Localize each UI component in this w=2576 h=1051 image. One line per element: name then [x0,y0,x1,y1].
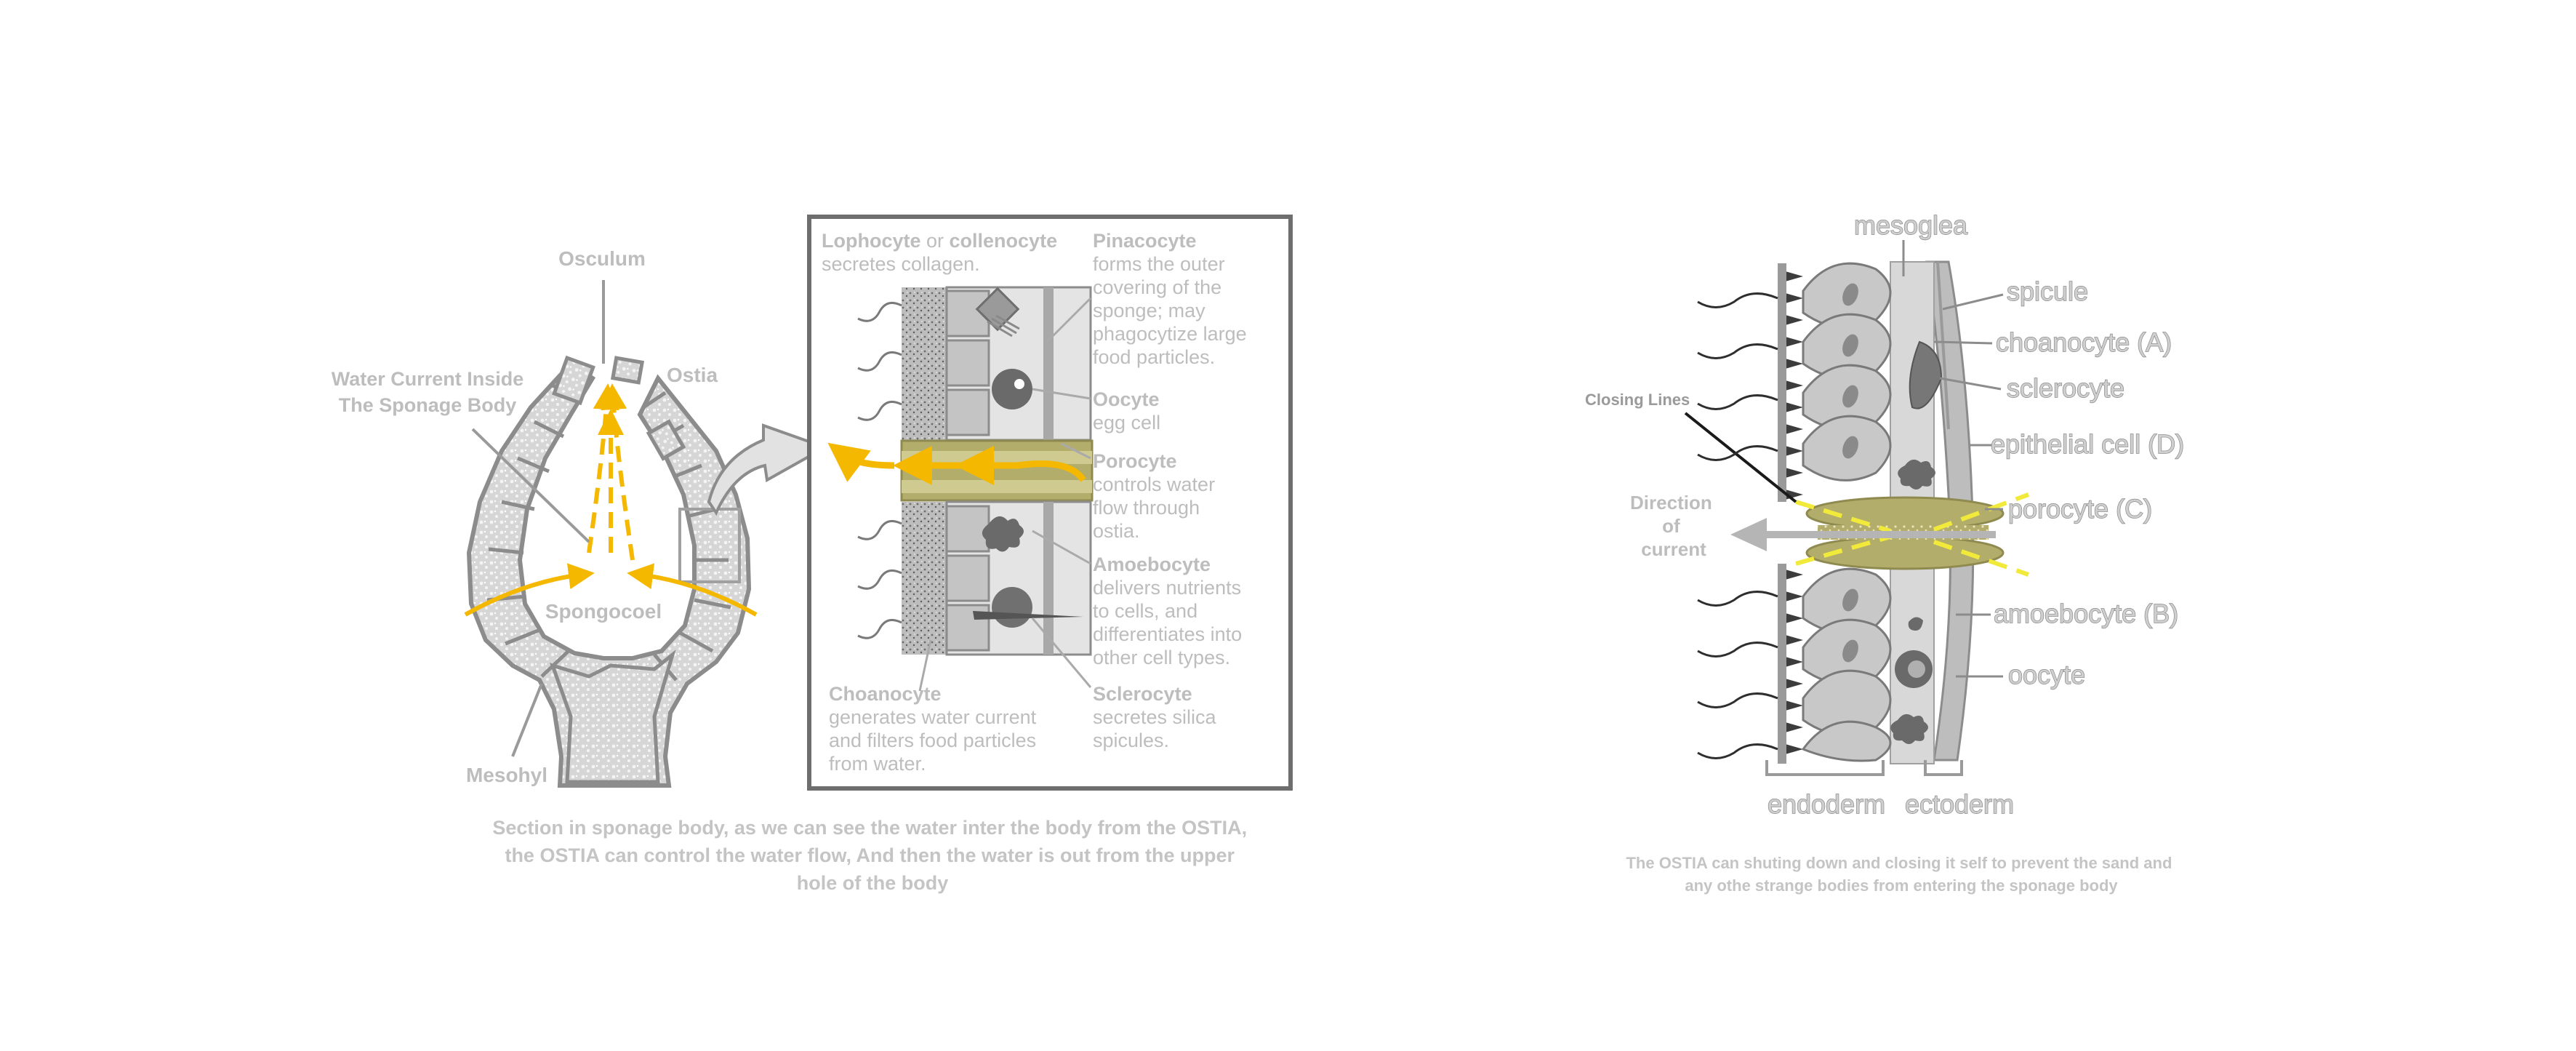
amoebocyte-desc: delivers nutrients to cells, and differentiates into other cell types. [1093,577,1243,668]
right-caption: The OSTIA can shuting down and closing it self to prevent the sand and any othe strange bodies from entering the sponage body [1626,854,2172,895]
lophocyte-desc: secretes collagen. [822,253,980,275]
water-flow-arrows [589,396,633,560]
amoebocyte-title: Amoebocyte [1093,554,1211,575]
label-choanocyte: choanocyte (A) [1996,327,2172,357]
pinacocyte-title: Pinacocyte [1093,230,1197,252]
wall-fragment [613,358,642,383]
label-water-current-1: Water Current Inside [331,368,524,390]
sponge-body-section [332,247,825,786]
lophocyte-label: Lophocyte or collenocyte [822,230,1058,252]
lower-cell-block [902,502,1091,655]
label-direction: Direction of current [1630,492,1712,560]
label-mesoglea: mesoglea [1853,210,1968,240]
porocyte-title: Porocyte [1093,450,1177,472]
oocyte-cell [992,369,1032,409]
label-closing-lines: Closing Lines [1585,391,1690,409]
label-amoebocyte: amoebocyte (B) [1994,599,2179,628]
choanocyte-title: Choanocyte [829,683,942,705]
upper-cell-block [902,287,1091,440]
sclerocyte-desc: secretes silica spicules. [1093,706,1216,751]
label-ostia: Ostia [666,364,718,386]
label-spongocoel: Spongocoel [545,600,662,623]
label-porocyte: porocyte (C) [2008,494,2153,524]
pinacocyte-desc: forms the outer covering of the sponge; may phagocytize large food particles. [1093,253,1247,368]
label-mesohyl: Mesohyl [465,764,548,786]
sclerocyte-title: Sclerocyte [1093,683,1192,705]
base-chamber [553,655,673,782]
label-endoderm: endoderm [1767,789,1886,819]
label-spicule: spicule [2007,276,2089,306]
choanocyte-desc: generates water current and filters food particles from water. [829,706,1037,775]
left-caption: Section in sponage body, as we can see the water inter the body from the OSTIA, the OSTIA can control the water flow, And then the water is out from the upper hole of the body [492,817,1248,894]
mesohyl-pointer-line [513,684,542,756]
sclerocyte-cell [992,587,1032,628]
label-epithelial: epithelial cell (D) [1991,429,2185,459]
label-ectoderm: ectoderm [1904,789,2015,819]
wall-fragment [554,358,593,403]
ostia-closing-diagram [1585,210,2184,819]
label-water-current-2: The Sponage Body [338,394,517,416]
label-oocyte: oocyte [2008,660,2086,690]
oocyte-title: Oocyte [1093,388,1160,410]
cell-detail-inset [809,217,1291,788]
porocyte-desc: controls water flow through ostia. [1093,473,1216,542]
oocyte-desc: egg cell [1093,412,1161,433]
label-sclerocyte: sclerocyte [2007,373,2125,403]
label-osculum: Osculum [558,247,646,270]
